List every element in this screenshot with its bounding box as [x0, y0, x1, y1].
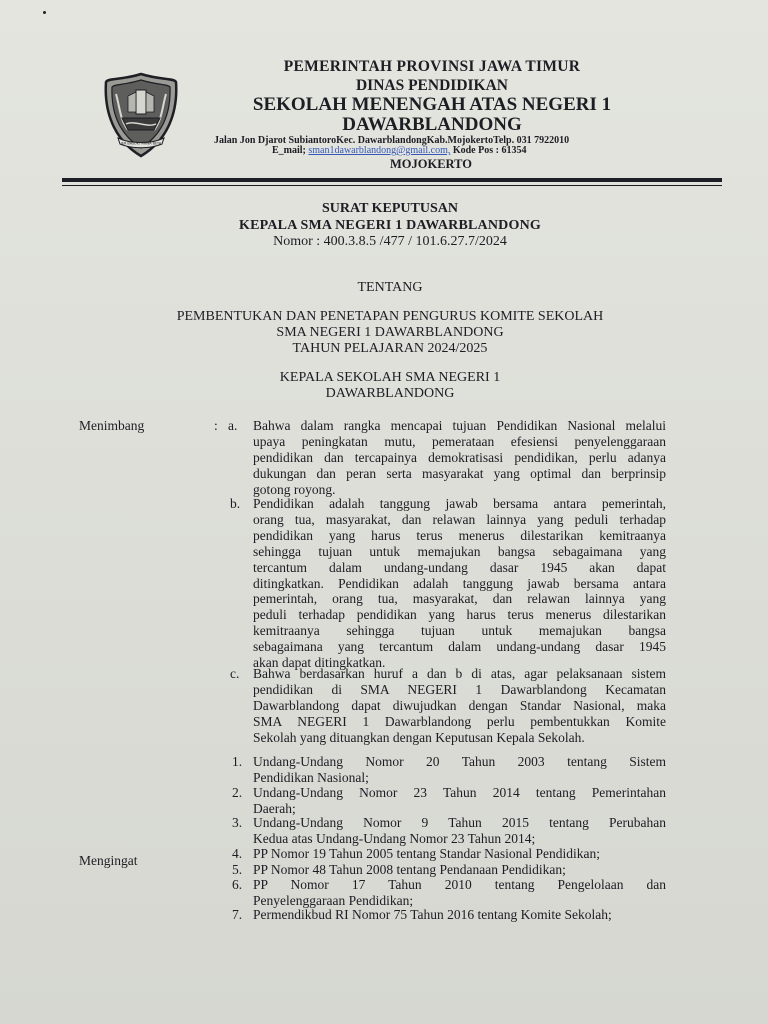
- mengingat-marker: 4.: [232, 846, 243, 861]
- letterhead-school-name-2: DAWARBLANDONG: [342, 114, 522, 135]
- letterhead-government: PEMERINTAH PROVINSI JAWA TIMUR: [283, 58, 581, 75]
- email-label: E_mail;: [272, 145, 309, 156]
- decree-head-line: KEPALA SEKOLAH SMA NEGERI 1: [279, 370, 501, 385]
- letterhead-city: MOJOKERTO: [390, 157, 472, 171]
- decree-title: SURAT KEPUTUSAN: [321, 201, 458, 216]
- decree-issuer: KEPALA SMA NEGERI 1 DAWARBLANDONG: [239, 218, 541, 233]
- letterhead-school-name: SEKOLAH MENENGAH ATAS NEGERI 1: [252, 94, 612, 115]
- email-link[interactable]: sman1dawarblandong@gmail.com,: [308, 145, 451, 156]
- letterhead-address: Jalan Jon Djarot SubiantoroKec. DawarblandongKab.MojokertoTelp. 031 7922010: [214, 135, 570, 146]
- decree-subject-line: PEMBENTUKAN DAN PENETAPAN PENGURUS KOMITE SEKOLAH: [176, 309, 604, 324]
- decree-subject-line: TAHUN PELAJARAN 2024/2025: [292, 341, 488, 356]
- mengingat-label: Mengingat: [79, 853, 138, 868]
- mengingat-marker: 7.: [232, 907, 243, 922]
- decree-number: Nomor : 400.3.8.5 /477 / 101.6.27.7/2024: [273, 234, 507, 249]
- menimbang-item-b: Pendidikan adalah tanggung jawab bersama antara pemerintah, orang tua, masyarakat, dan relawan lainnya yang peduli terhadap pendidikan yang harus terus menerus dilestarikan kemitraanya sehingga tujuan untuk memajukan bangsa sebagaimana yang tercantum dalam undang-undang dasar 1945 akan dapat ditingkatkan. Pendidikan adalah tanggung jawab bersama antara pemerintah, orang tua, masyarakat, dan relawan lainnya yang peduli terhadap pendidikan yang harus terus menerus dilestarikan kemitraanya sehingga tujuan untuk memajukan bangsa sebagaimana yang tercantum dalam undang-undang dasar 1945 akan dapat ditingkatkan.: [253, 496, 666, 671]
- letterhead-divider-thin: [62, 185, 722, 186]
- letterhead-contact: [272, 145, 526, 156]
- mengingat-marker: 5.: [232, 862, 243, 877]
- svg-text:JER BASUKI MAWA BEYA: JER BASUKI MAWA BEYA: [120, 141, 162, 146]
- letterhead-office: DINAS PENDIDIKAN: [355, 77, 508, 94]
- mengingat-item-5: PP Nomor 48 Tahun 2008 tentang Pendanaan Pendidikan;: [253, 862, 566, 877]
- menimbang-item-c: Bahwa berdasarkan huruf a dan b di atas, agar pelaksanaan sistem pendidikan di SMA NEGERI 1 Dawarblandong Kecamatan Dawarblandong dapat diwujudkan dengan Standar Nasional, maka SMA NEGERI 1 Dawarblandong perlu pembentukkan Komite Sekolah yang dituangkan dengan Keputusan Kepala Sekolah.: [253, 666, 666, 745]
- decree-head-line: DAWARBLANDONG: [325, 386, 455, 401]
- mengingat-item-2: Undang-Undang Nomor 23 Tahun 2014 tentang Pemerintahan Daerah;: [253, 785, 666, 816]
- decree-about-label: TENTANG: [357, 280, 423, 295]
- mengingat-item-7: Permendikbud RI Nomor 75 Tahun 2016 tentang Komite Sekolah;: [253, 907, 612, 922]
- mengingat-marker: 6.: [232, 877, 243, 892]
- menimbang-label: Menimbang: [79, 418, 145, 433]
- mengingat-item-3: Undang-Undang Nomor 9 Tahun 2015 tentang Perubahan Kedua atas Undang-Undang Nomor 23 Tahun 2014;: [253, 815, 666, 846]
- menimbang-marker: b.: [230, 496, 241, 511]
- postal-code: Kode Pos : 61354: [450, 145, 527, 156]
- menimbang-colon: :: [214, 418, 218, 433]
- decree-subject-line: SMA NEGERI 1 DAWARBLANDONG: [276, 325, 504, 340]
- mengingat-item-1: Undang-Undang Nomor 20 Tahun 2003 tentang Sistem Pendidikan Nasional;: [253, 754, 666, 785]
- mengingat-item-6: PP Nomor 17 Tahun 2010 tentang Pengelolaan dan Penyelenggaraan Pendidikan;: [253, 877, 666, 908]
- mengingat-marker: 1.: [232, 754, 243, 769]
- scan-speck: [43, 11, 46, 14]
- mengingat-item-4: PP Nomor 19 Tahun 2005 tentang Standar Nasional Pendidikan;: [253, 846, 601, 861]
- menimbang-marker: a.: [228, 418, 238, 433]
- mengingat-marker: 3.: [232, 815, 243, 830]
- menimbang-item-a: Bahwa dalam rangka mencapai tujuan Pendidikan Nasional melalui upaya peningkatan mutu, pemerataan efesiensi penyelenggaraan pendidikan dan tercapainya demokratisasi pendidikan, perlu adanya dukungan dan peran serta masyarakat yang optimal dan berprinsip gotong royong.: [253, 418, 666, 497]
- mengingat-marker: 2.: [232, 785, 243, 800]
- menimbang-marker: c.: [230, 666, 240, 681]
- letterhead-divider-thick: [62, 178, 722, 182]
